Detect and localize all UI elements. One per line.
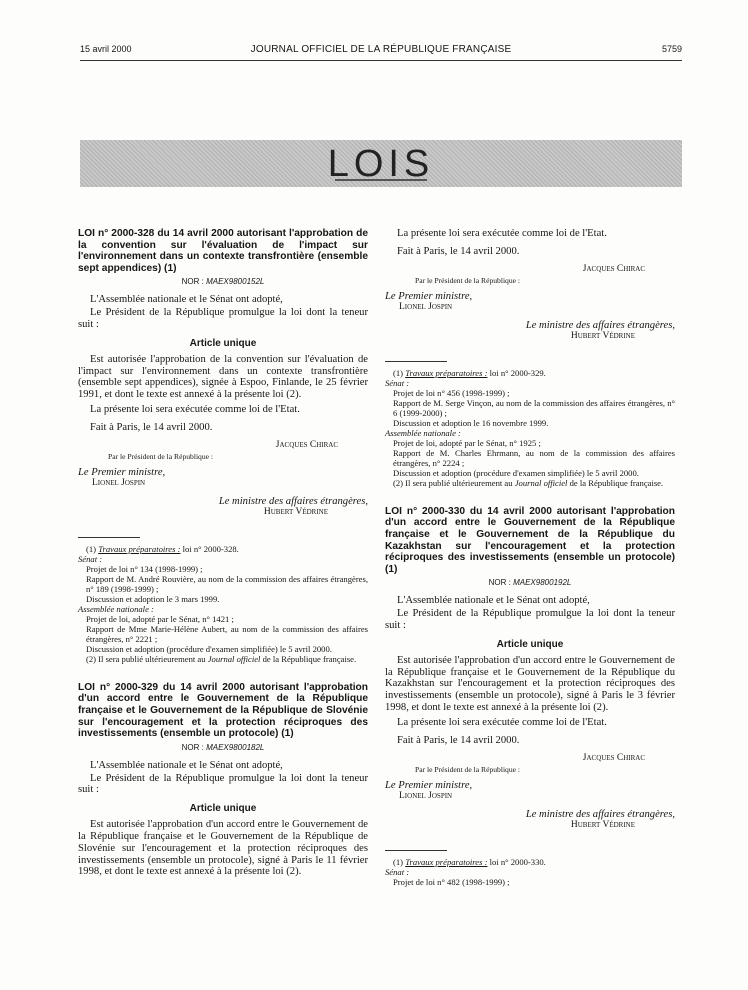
right-column [385, 228, 675, 887]
law-1-exec: La présente loi sera exécutée comme loi de l'Etat. [90, 403, 300, 415]
law-1 [78, 228, 368, 664]
nor-label: NOR : [181, 277, 204, 287]
fn2-end: de la République française. [569, 477, 664, 488]
law-2-pm-name: Lionel Jospin [399, 301, 453, 312]
law-2-intro-1: L'Assemblée nationale et le Sénat ont adopté, [90, 759, 283, 771]
law-2-title: LOI n° 2000-329 du 14 avril 2000 autorisant l'approbation d'un accord entre le Gouvernement de la République française et le Gouvernement de la République de Slovénie sur l'encouragement et la protection réciproques des investissements (ensemble un protocole) (1) [78, 681, 368, 740]
law-2-pm-title: Le Premier ministre, [385, 290, 473, 302]
law-3 [385, 506, 675, 887]
law-3-exec: La présente loi sera exécutée comme loi de l'Etat. [397, 716, 607, 728]
law-2-intro-2: Le Président de la République promulgue la loi dont la teneur suit : [78, 772, 368, 796]
nor-code: MAEX9800192L [513, 578, 572, 588]
law-3-title: LOI n° 2000-330 du 14 avril 2000 autorisant l'approbation d'un accord entre le Gouvernement de la République française et le Gouvernement de la République du Kazakhstan sur l'encouragement et la protection réciproques des investissements (ensemble un protocole) (1) [385, 505, 675, 575]
footnote-rule [385, 850, 447, 851]
law-1-an-item: Projet de loi, adopté par le Sénat, n° 1421 ; [86, 613, 234, 624]
law-1-title: LOI n° 2000-328 du 14 avril 2000 autorisant l'approbation de la convention sur l'évaluation de l'impact sur l'environnement dans un contexte transfrontière (ensemble sept appendices) (1) [78, 228, 368, 274]
law-1-an-item: Discussion et adoption (procédure d'examen simplifiée) le 5 avril 2000. [86, 643, 332, 654]
law-3-nor [385, 578, 675, 587]
fn2-jo: Journal officiel [207, 653, 261, 664]
law-2-an-label: Assemblée nationale : [385, 427, 461, 438]
law-1-intro-1: L'Assemblée nationale et le Sénat ont adopté, [90, 294, 283, 306]
law-1-fait: Fait à Paris, le 14 avril 2000. [90, 421, 213, 433]
banner-title: LOIS [327, 143, 435, 185]
law-2-minister-title: Le ministre des affaires étrangères, [525, 319, 675, 331]
fn-loi: loi n° 2000-330. [489, 856, 546, 867]
fn2-start: (2) Il sera publié ultérieurement au [86, 653, 206, 664]
law-2-senat-item: Projet de loi n° 456 (1998-1999) ; [393, 387, 510, 398]
law-2 [78, 682, 368, 878]
nor-code: MAEX9800182L [206, 742, 265, 752]
law-3-signer: Jacques Chirac [582, 752, 645, 763]
law-2-senat-label: Sénat : [385, 377, 410, 388]
law-1-footnote-1 [78, 544, 368, 554]
law-3-fait: Fait à Paris, le 14 avril 2000. [397, 734, 520, 746]
fn-prefix: (1) [393, 856, 404, 867]
law-1-senat-item: Projet de loi n° 134 (1998-1999) ; [86, 563, 203, 574]
fn-prefix: (1) [393, 367, 404, 378]
law-1-nor [78, 277, 368, 286]
fn2-end: de la République française. [262, 653, 357, 664]
header-date: 15 avril 2000 [80, 44, 132, 54]
footnote-rule [78, 537, 140, 538]
fn-prefix: (1) [86, 543, 97, 554]
law-2-footnote-1 [385, 368, 675, 378]
fn-loi: loi n° 2000-329. [489, 367, 546, 378]
law-2-an-item: Projet de loi, adopté par le Sénat, n° 1925 ; [393, 437, 541, 448]
law-1-intro-2: Le Président de la République promulgue la loi dont la teneur suit : [78, 307, 368, 330]
fn-label: Travaux préparatoires : [98, 543, 181, 554]
law-2-minister-name: Hubert Védrine [570, 330, 635, 341]
law-3-intro-1: L'Assemblée nationale et le Sénat ont adopté, [397, 595, 590, 607]
law-2-exec: La présente loi sera exécutée comme loi de l'Etat. [397, 228, 607, 239]
law-3-footnote-1 [385, 857, 675, 867]
law-1-minister-name: Hubert Védrine [263, 506, 328, 517]
law-2-fait: Fait à Paris, le 14 avril 2000. [397, 245, 520, 257]
journal-title: JOURNAL OFFICIEL DE LA RÉPUBLIQUE FRANÇAISE [250, 44, 512, 55]
law-2-footnote-2 [385, 478, 675, 488]
law-3-article-text: Est autorisée l'approbation d'un accord entre le Gouvernement de la République française et le Gouvernement de la République du Kazakhstan sur l'encouragement et la protection réciproques des investissements (ensemble un protocole), signé à Paris le 3 février 1998, et dont le texte est annexé à la présente loi (2). [385, 654, 675, 713]
law-1-senat-label: Sénat : [78, 553, 103, 564]
law-2-senat-item: Discussion et adoption le 16 novembre 1999. [393, 417, 549, 428]
law-1-senat-item: Discussion et adoption le 3 mars 1999. [86, 593, 220, 604]
law-1-pm-name: Lionel Jospin [92, 477, 146, 488]
law-1-footnote-2 [78, 654, 368, 664]
law-2-par-le: Par le Président de la République : [415, 275, 521, 285]
banner-underline [335, 179, 427, 181]
page-number: 5759 [661, 44, 682, 54]
fn-label: Travaux préparatoires : [405, 856, 488, 867]
law-3-article-heading: Article unique [496, 638, 564, 650]
law-2-article-text: Est autorisée l'approbation d'un accord entre le Gouvernement de la République française et le Gouvernement de la République de Slovénie sur l'encouragement et la protection réciproques des investissements (ensemble un protocole), signé à Paris le 11 février 1998, et dont le texte est annexé à la présente loi (2). [78, 819, 368, 878]
law-2-an-item: Rapport de M. Charles Ehrmann, au nom de la commission des affaires étrangères, n° 2224 ; [393, 447, 675, 468]
law-3-senat-item: Projet de loi n° 482 (1998-1999) ; [393, 876, 510, 887]
fn2-jo: Journal officiel [514, 477, 568, 488]
fn-loi: loi n° 2000-328. [182, 543, 239, 554]
law-3-pm-title: Le Premier ministre, [385, 779, 473, 791]
section-banner [80, 140, 682, 187]
running-header [80, 44, 682, 58]
law-1-signer: Jacques Chirac [275, 439, 338, 450]
header-rule [80, 60, 682, 61]
law-1-article-heading: Article unique [189, 337, 257, 349]
law-2-signer: Jacques Chirac [582, 263, 645, 274]
law-3-minister-name: Hubert Védrine [570, 819, 635, 830]
law-2-nor [78, 743, 368, 752]
fn2-start: (2) Il sera publié ultérieurement au [393, 477, 513, 488]
law-1-an-item: Rapport de Mme Marie-Hélène Aubert, au nom de la commission des affaires étrangères, n° 2221 ; [86, 623, 368, 644]
law-3-pm-name: Lionel Jospin [399, 790, 453, 801]
nor-label: NOR : [488, 578, 511, 588]
law-1-senat-item: Rapport de M. André Rouvière, au nom de la commission des affaires étrangères, n° 189 (1998-1999) ; [86, 573, 368, 594]
law-2-continued [385, 228, 675, 488]
law-2-article-heading: Article unique [189, 803, 257, 815]
law-1-pm-title: Le Premier ministre, [78, 466, 166, 478]
fn-label: Travaux préparatoires : [405, 367, 488, 378]
left-column [78, 228, 368, 878]
law-3-intro-2: Le Président de la République promulgue la loi dont la teneur suit : [385, 608, 675, 631]
law-2-an-item: Discussion et adoption (procédure d'examen simplifiée) le 5 avril 2000. [393, 467, 639, 478]
law-1-par-le: Par le Président de la République : [108, 451, 214, 461]
law-3-minister-title: Le ministre des affaires étrangères, [525, 808, 675, 820]
law-1-minister-title: Le ministre des affaires étrangères, [218, 495, 368, 507]
nor-code: MAEX9800152L [206, 277, 265, 287]
law-1-article-text: Est autorisée l'approbation de la convention sur l'évaluation de l'impact sur l'environnement dans un contexte transfrontière (ensemble sept appendices), signée à Espoo, Finlande, le 25 février 1991, et dont le texte est annexé à la présente loi (2). [78, 353, 368, 401]
nor-label: NOR : [181, 742, 204, 752]
law-3-senat-label: Sénat : [385, 866, 410, 877]
law-2-senat-item: Rapport de M. Serge Vinçon, au nom de la commission des affaires étrangères, n° 6 (1999-2000) ; [393, 397, 675, 418]
law-1-an-label: Assemblée nationale : [78, 603, 154, 614]
footnote-rule [385, 361, 447, 362]
law-3-par-le: Par le Président de la République : [415, 764, 521, 774]
